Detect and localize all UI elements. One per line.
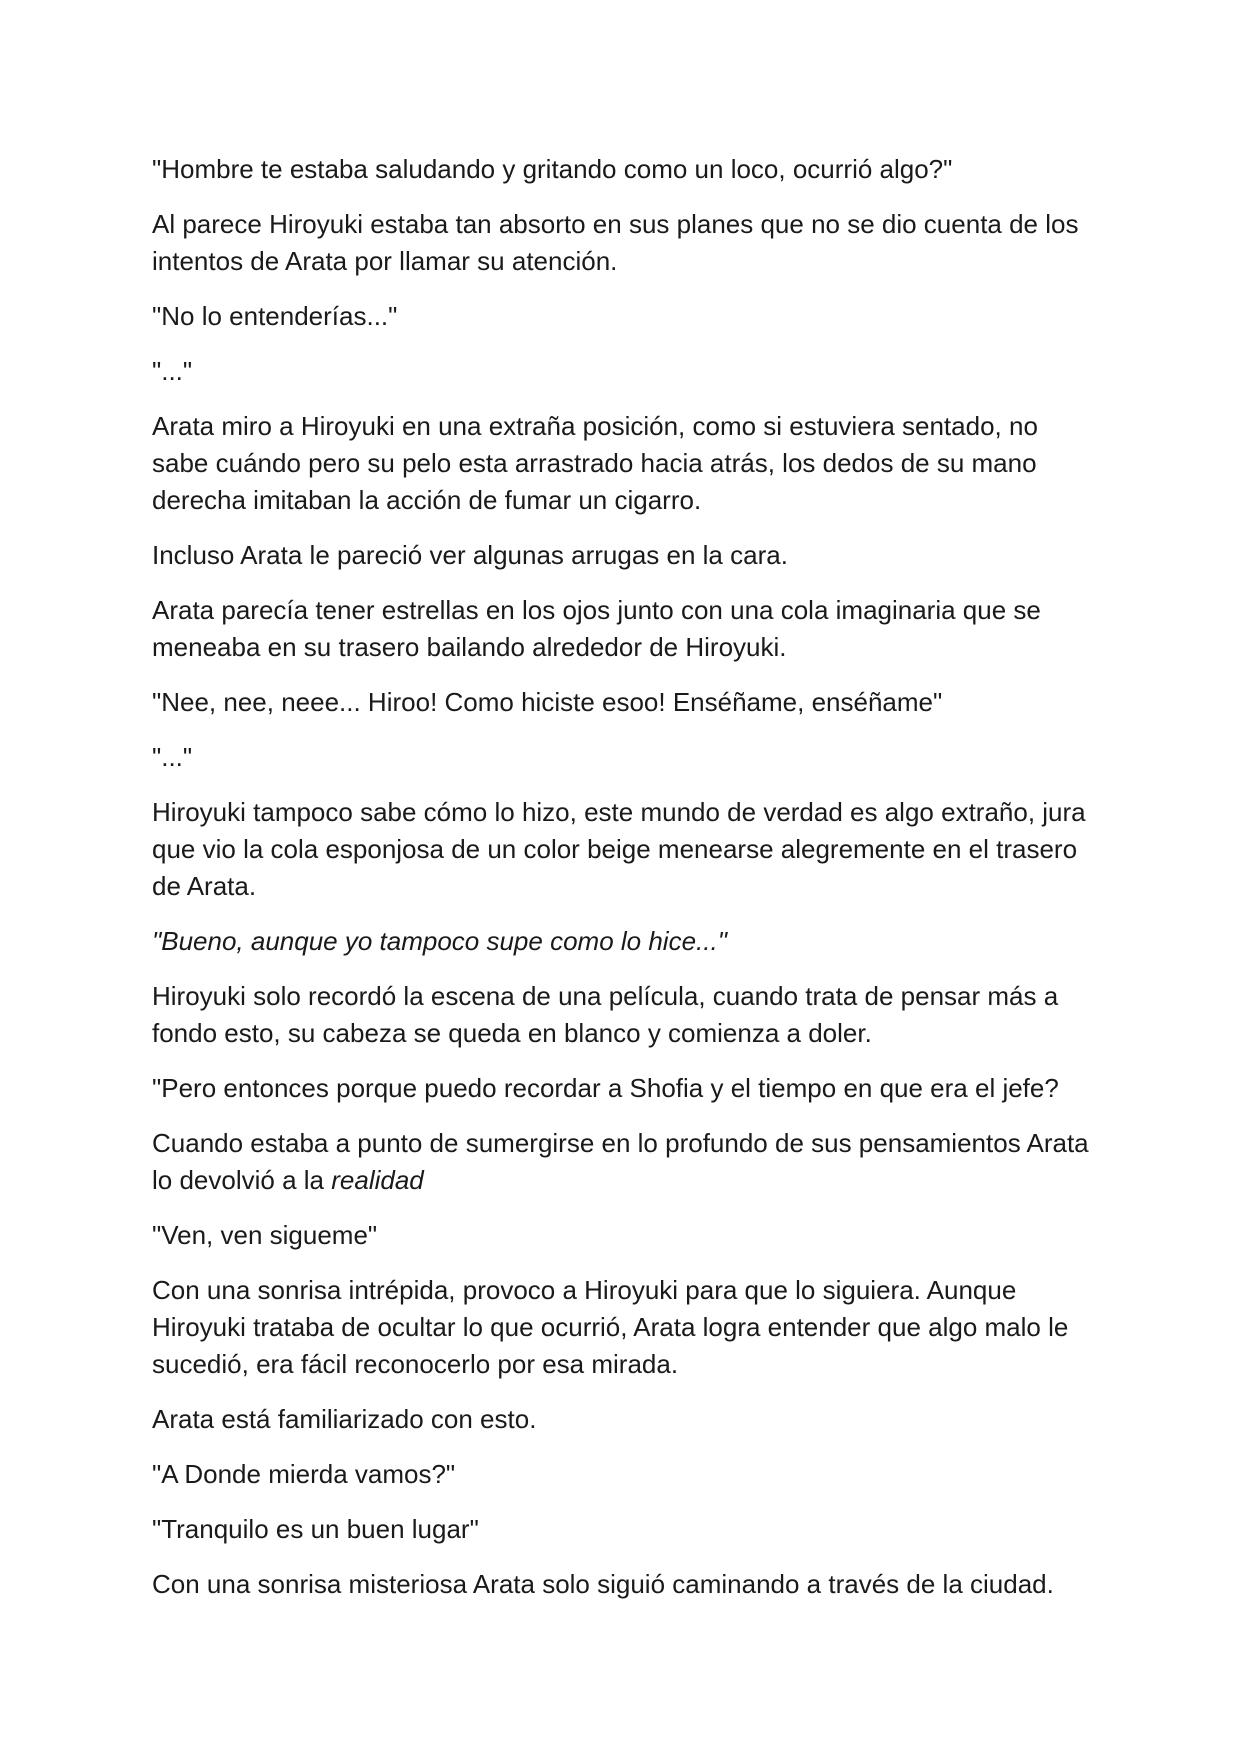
paragraph-4: "..." bbox=[152, 356, 193, 386]
paragraph-13: "Pero entonces porque puedo recordar a Shofia y el tiempo en que era el jefe? bbox=[152, 1073, 1059, 1103]
paragraph-6: Incluso Arata le pareció ver algunas arrugas en la cara. bbox=[152, 540, 788, 570]
paragraph-15: "Ven, ven sigueme" bbox=[152, 1220, 378, 1250]
paragraph-14-italic-word: realidad bbox=[331, 1165, 424, 1195]
paragraph-19: "Tranquilo es un buen lugar" bbox=[152, 1514, 479, 1544]
paragraph-8: "Nee, nee, neee... Hiroo! Como hiciste esoo! Enséñame, enséñame" bbox=[152, 687, 943, 717]
paragraph-14 bbox=[152, 1125, 1100, 1199]
paragraph-16: Con una sonrisa intrépida, provoco a Hiroyuki para que lo siguiera. Aunque Hiroyuki trataba de ocultar lo que ocurrió, Arata logra entender que algo malo le sucedió, era fácil reconocerlo por esa mirada. bbox=[152, 1275, 1069, 1379]
document-body bbox=[152, 151, 1100, 1621]
paragraph-2: Al parece Hiroyuki estaba tan absorto en sus planes que no se dio cuenta de los intentos de Arata por llamar su atención. bbox=[152, 209, 1079, 276]
paragraph-10: Hiroyuki tampoco sabe cómo lo hizo, este mundo de verdad es algo extraño, jura que vio la cola esponjosa de un color beige menearse alegremente en el trasero de Arata. bbox=[152, 797, 1086, 901]
paragraph-14-text: Cuando estaba a punto de sumergirse en lo profundo de sus pensamientos Arata lo devolvió a la bbox=[152, 1128, 1089, 1195]
paragraph-9: "..." bbox=[152, 742, 193, 772]
paragraph-18: "A Donde mierda vamos?" bbox=[152, 1459, 456, 1489]
paragraph-12: Hiroyuki solo recordó la escena de una película, cuando trata de pensar más a fondo esto, su cabeza se queda en blanco y comienza a doler. bbox=[152, 981, 1059, 1048]
paragraph-17: Arata está familiarizado con esto. bbox=[152, 1404, 537, 1434]
paragraph-20: Con una sonrisa misteriosa Arata solo siguió caminando a través de la ciudad. bbox=[152, 1569, 1054, 1599]
paragraph-7: Arata parecía tener estrellas en los ojos junto con una cola imaginaria que se meneaba en su trasero bailando alrededor de Hiroyuki. bbox=[152, 595, 1041, 662]
paragraph-3: "No lo entenderías..." bbox=[152, 301, 398, 331]
paragraph-1: "Hombre te estaba saludando y gritando como un loco, ocurrió algo?" bbox=[152, 154, 953, 184]
paragraph-5: Arata miro a Hiroyuki en una extraña posición, como si estuviera sentado, no sabe cuándo pero su pelo esta arrastrado hacia atrás, los dedos de su mano derecha imitaban la acción de fumar un cigarro. bbox=[152, 411, 1038, 515]
paragraph-11-italic-thought: "Bueno, aunque yo tampoco supe como lo hice..." bbox=[152, 926, 727, 956]
